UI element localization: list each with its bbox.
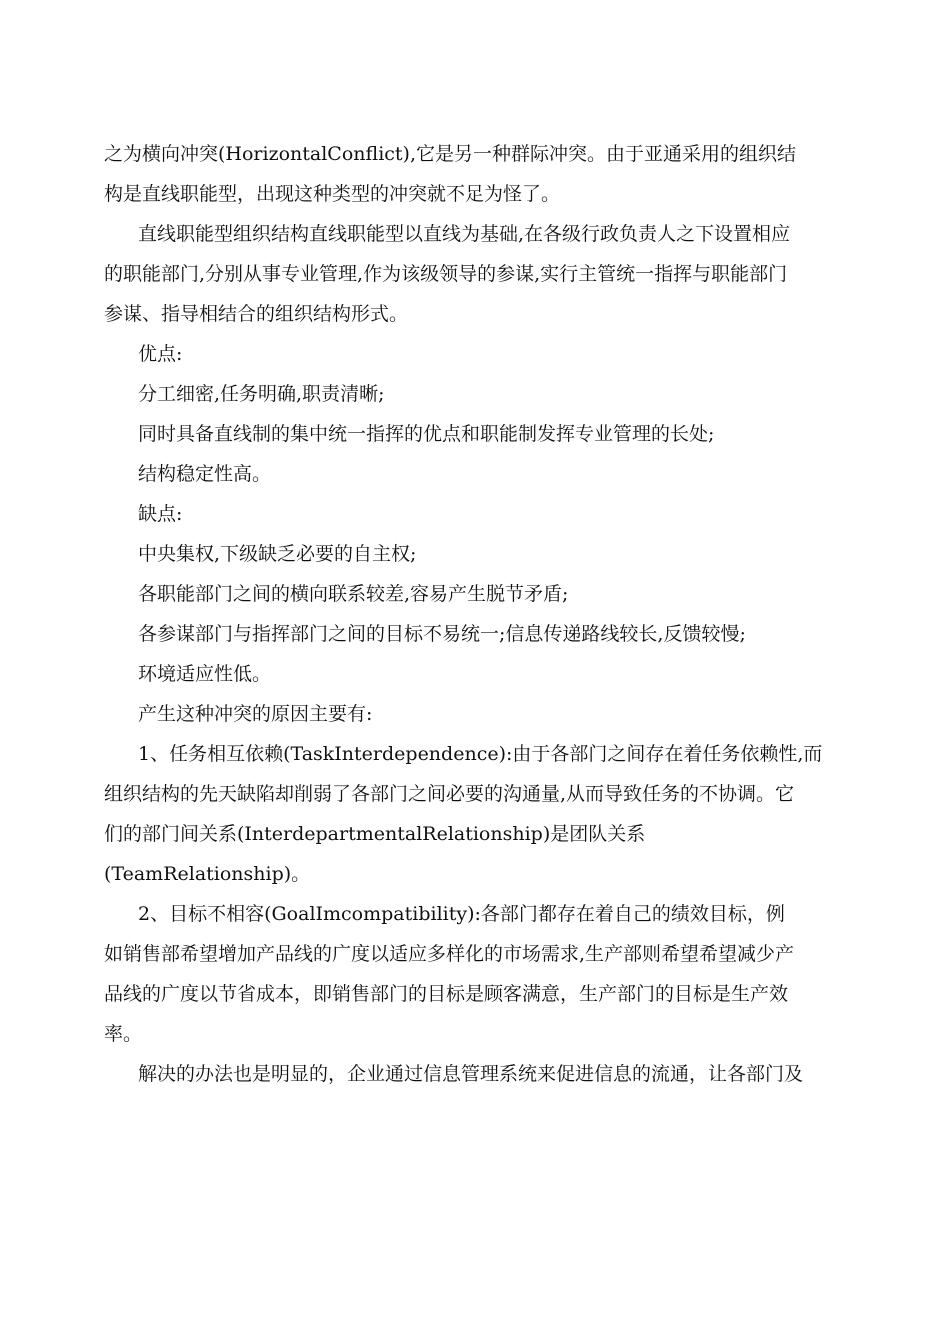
list-item: 环境适应性低。	[138, 663, 272, 685]
paragraph-line: 直线职能型组织结构直线职能型以直线为基础,在各级行政负责人之下设置相应	[138, 223, 791, 245]
list-item: 各职能部门之间的横向联系较差,容易产生脱节矛盾;	[138, 583, 569, 605]
paragraph-line: 如销售部希望增加产品线的广度以适应多样化的市场需求,生产部则希望希望减少产	[104, 943, 795, 965]
list-item: 各参谋部门与指挥部门之间的目标不易统一;信息传递路线较长,反馈较慢;	[138, 623, 746, 645]
paragraph-line: 品线的广度以节省成本，即销售部门的目标是顾客满意，生产部门的目标是生产效	[104, 983, 789, 1005]
list-item: 中央集权,下级缺乏必要的自主权;	[138, 543, 417, 565]
paragraph-line: 解决的办法也是明显的，企业通过信息管理系统来促进信息的流通，让各部门及	[138, 1063, 804, 1085]
list-item: 结构稳定性高。	[138, 463, 272, 485]
paragraph-line: 之为横向冲突(HorizontalConflict),它是另一种群际冲突。由于亚通采用的组织结	[104, 143, 796, 165]
paragraph-line: 2、目标不相容(GoalImcompatibility):各部门都存在着自己的绩效目标，例	[138, 903, 785, 925]
paragraph-line: 参谋、指导相结合的组织结构形式。	[104, 303, 409, 325]
paragraph-line: 率。	[104, 1023, 143, 1045]
paragraph-line: 1、任务相互依赖(TaskInterdependence):由于各部门之间存在着任务依赖性,而	[138, 743, 823, 765]
list-item: 同时具备直线制的集中统一指挥的优点和职能制发挥专业管理的长处;	[138, 423, 715, 445]
paragraph-line: (TeamRelationship)。	[104, 863, 311, 885]
paragraph-line: 产生这种冲突的原因主要有:	[138, 703, 373, 725]
paragraph-line: 构是直线职能型，出现这种类型的冲突就不足为怪了。	[104, 183, 561, 205]
paragraph-line: 们的部门间关系(InterdepartmentalRelationship)是团队关系	[104, 823, 646, 845]
document-page	[104, 134, 850, 1094]
paragraph-line: 的职能部门,分别从事专业管理,作为该级领导的参谋,实行主管统一指挥与职能部门	[104, 263, 788, 285]
section-label: 缺点:	[138, 503, 183, 525]
list-item: 分工细密,任务明确,职责清晰;	[138, 383, 385, 405]
section-label: 优点:	[138, 343, 183, 365]
paragraph-line: 组织结构的先天缺陷却削弱了各部门之间必要的沟通量,从而导致任务的不协调。它	[104, 783, 795, 805]
